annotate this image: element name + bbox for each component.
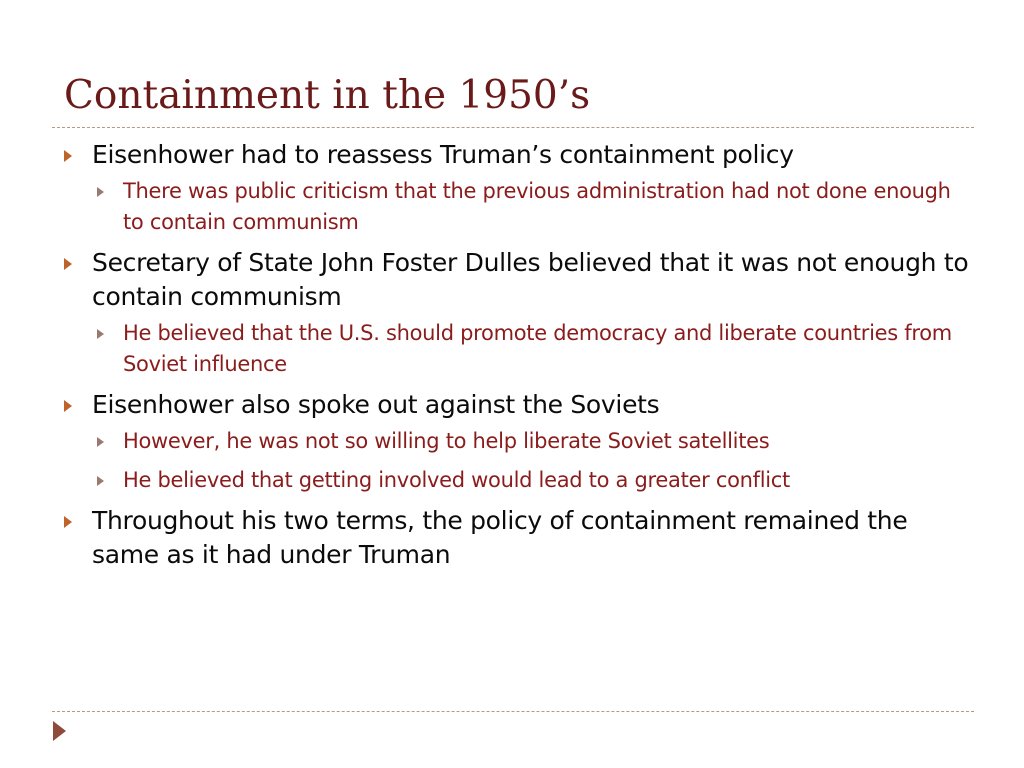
small-triangle-bullet-icon <box>97 187 104 197</box>
triangle-bullet-icon <box>64 258 72 270</box>
bullet-item <box>58 388 974 496</box>
sub-bullet-item <box>92 318 974 380</box>
small-triangle-bullet-icon <box>97 329 104 339</box>
footer-divider <box>52 711 974 712</box>
sub-bullet-text: He believed that getting involved would lead to a greater conflict <box>123 468 790 492</box>
bullet-text: Throughout his two terms, the policy of containment remained the same as it had under Truman <box>92 506 908 569</box>
sub-bullet-list <box>92 318 974 380</box>
triangle-bullet-icon <box>64 400 72 412</box>
sub-bullet-text: He believed that the U.S. should promote democracy and liberate countries from Soviet influence <box>123 321 952 376</box>
bullet-text: Secretary of State John Foster Dulles believed that it was not enough to contain communism <box>92 248 969 311</box>
bullet-item <box>58 246 974 380</box>
bullet-item <box>58 138 974 238</box>
sub-bullet-text: However, he was not so willing to help liberate Soviet satellites <box>123 429 770 453</box>
triangle-bullet-icon <box>64 150 72 162</box>
sub-bullet-item <box>92 426 974 457</box>
sub-bullet-item <box>92 465 974 496</box>
title-divider <box>52 127 974 128</box>
triangle-bullet-icon <box>64 516 72 528</box>
sub-bullet-text: There was public criticism that the previous administration had not done enough to contain communism <box>123 179 951 234</box>
sub-bullet-item <box>92 176 974 238</box>
sub-bullet-list <box>92 176 974 238</box>
small-triangle-bullet-icon <box>97 476 104 486</box>
bullet-text: Eisenhower had to reassess Truman’s containment policy <box>92 140 794 169</box>
bullet-item <box>58 504 974 572</box>
play-arrow-icon[interactable] <box>53 721 66 741</box>
slide-title: Containment in the 1950’s <box>64 73 591 118</box>
bullet-list <box>58 138 974 572</box>
small-triangle-bullet-icon <box>97 437 104 447</box>
bullet-text: Eisenhower also spoke out against the Soviets <box>92 390 660 419</box>
sub-bullet-list <box>92 426 974 496</box>
